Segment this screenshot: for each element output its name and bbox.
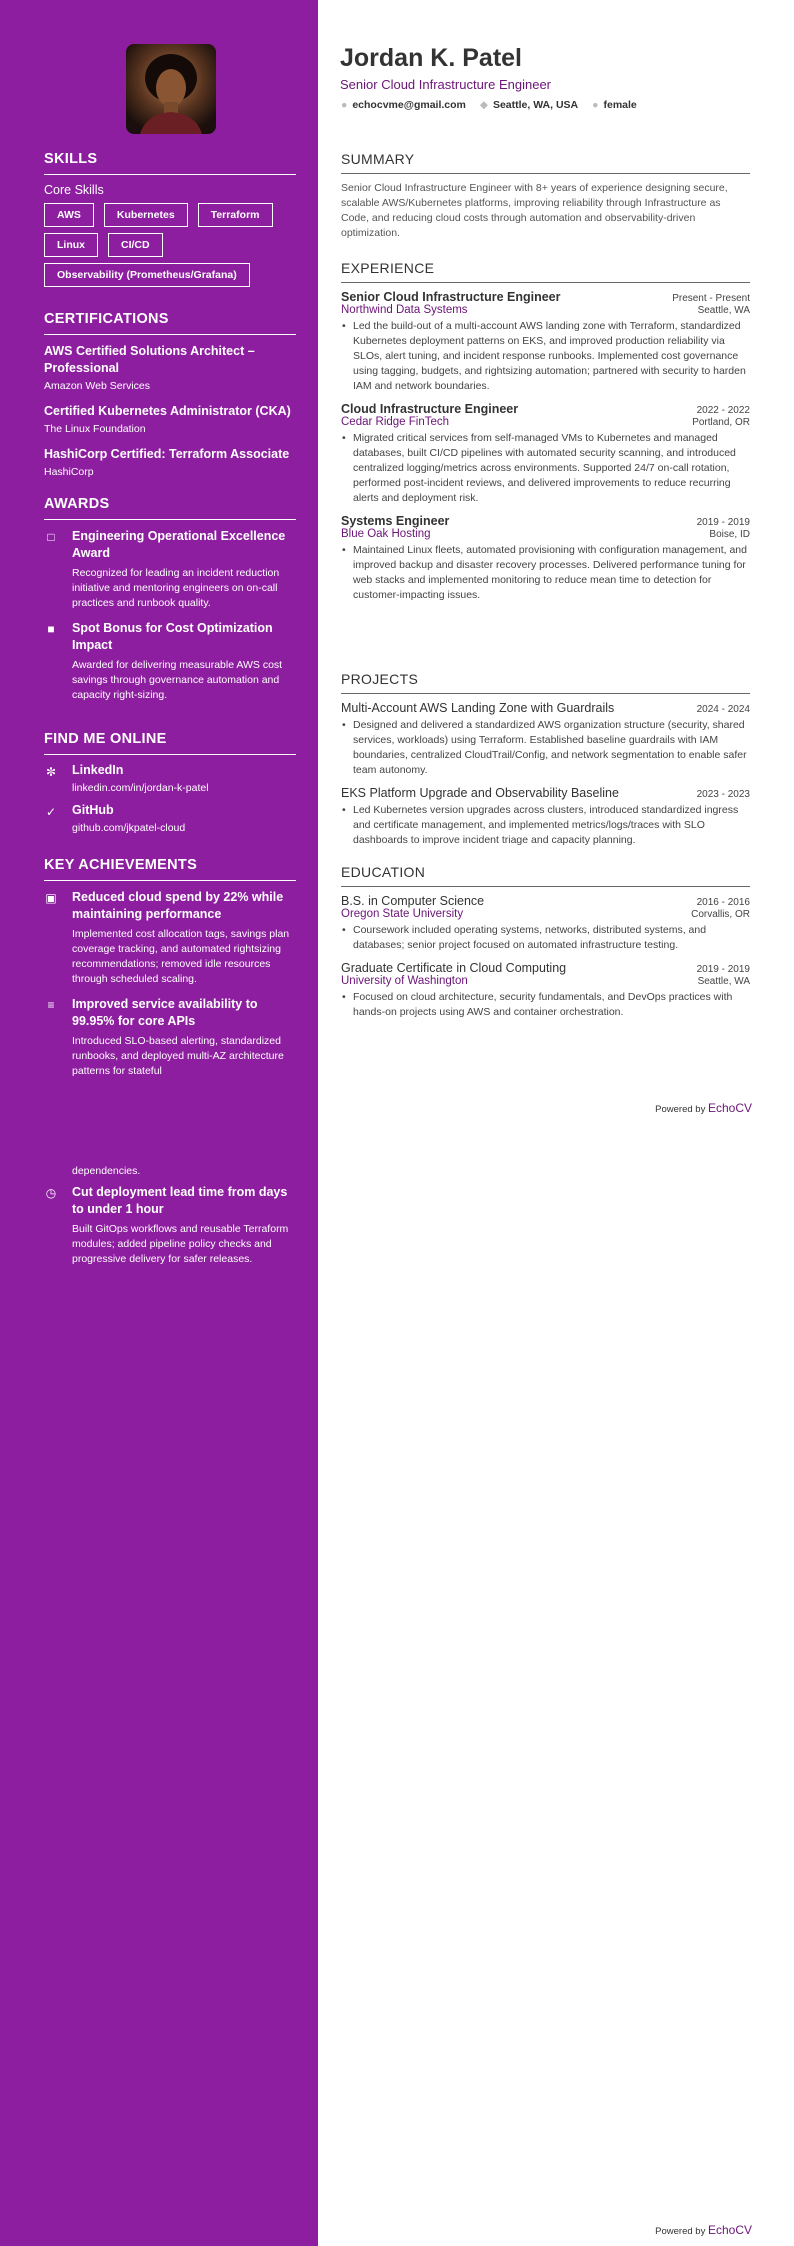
sidebar [0, 0, 318, 2246]
job-bullet: • Migrated critical services from self-managed VMs to Kubernetes and managed databases, built CI/CD pipelines with automated security scanning, and introduced centralized logging/metrics across environments. Supported 24/7 on-call rotation, performed post-incident reviews, and delivered improvements to reduce recurring alerts and deployment risk. [341, 431, 750, 506]
project-bullet: • Designed and delivered a standardized AWS organization structure (security, shared services, workloads) using Terraform. Established baseline guardrails with IAM boundaries, centralized CloudTrail/Config, and network segmentation to enable safer team autonomy. [341, 718, 750, 778]
project-title: Multi-Account AWS Landing Zone with Guardrails [341, 701, 615, 715]
job-location: Boise, ID [709, 529, 750, 540]
job-location: Seattle, WA [697, 305, 750, 316]
achievement-description: Built GitOps workflows and reusable Terraform modules; added pipeline policy checks and progressive delivery for safer releases. [72, 1223, 289, 1265]
certification-item [44, 343, 296, 392]
online-section [44, 731, 296, 843]
education-bullet: • Coursework included operating systems, networks, distributed systems, and databases; senior project focused on automated infrastructure testing. [341, 923, 750, 953]
link-item-linkedin[interactable] [44, 763, 296, 794]
certification-name: HashiCorp Certified: Terraform Associate [44, 447, 290, 461]
contact-row [341, 99, 637, 111]
summary-heading: SUMMARY [341, 151, 750, 174]
award-description: Awarded for delivering measurable AWS cost savings through governance automation and capacity right-sizing. [72, 659, 283, 701]
github-url[interactable]: github.com/jkpatel-cloud [72, 822, 186, 834]
projects-section [341, 671, 750, 856]
job-entry [341, 514, 750, 603]
list-icon: ≡ [47, 998, 55, 1012]
job-date: 2022 - 2022 [696, 405, 750, 416]
skill-chip: CI/CD [108, 233, 163, 257]
project-date: 2023 - 2023 [696, 789, 750, 800]
experience-section [341, 260, 750, 611]
experience-heading: EXPERIENCE [341, 260, 750, 283]
job-date: Present - Present [672, 293, 750, 304]
certification-item [44, 403, 296, 435]
job-location: Portland, OR [692, 417, 750, 428]
profile-photo [126, 44, 216, 134]
gender-text: female [603, 99, 637, 111]
certification-issuer: The Linux Foundation [44, 423, 146, 435]
award-title: Spot Bonus for Cost Optimization Impact [72, 621, 273, 652]
skill-chip: Kubernetes [104, 203, 188, 227]
degree-title: Graduate Certificate in Cloud Computing [341, 961, 567, 975]
location-text: Seattle, WA, USA [492, 99, 579, 111]
certifications-section [44, 311, 296, 489]
savings-icon: ▣ [45, 891, 57, 905]
job-title: Systems Engineer [341, 514, 450, 528]
job-date: 2019 - 2019 [696, 517, 750, 528]
achievement-description: Implemented cost allocation tags, savings plan coverage tracking, and automated rightsizing recommendations; removed idle resources through scheduled scaling. [72, 928, 290, 985]
github-icon: ✓ [45, 805, 57, 819]
award-item [44, 620, 296, 703]
candidate-headline: Senior Cloud Infrastructure Engineer [340, 77, 552, 92]
contact-gender [592, 99, 637, 111]
clock-icon: ◷ [45, 1186, 57, 1200]
awards-heading: AWARDS [44, 496, 296, 520]
achievements-heading: KEY ACHIEVEMENTS [44, 857, 296, 881]
achievement-item [44, 996, 296, 1079]
skill-chips [44, 203, 296, 287]
avatar [126, 44, 216, 134]
education-entry [341, 894, 750, 953]
certification-issuer: HashiCorp [44, 466, 94, 478]
award-description: Recognized for leading an incident reduction initiative and mentoring engineers on on-call practices and runbook quality. [72, 567, 280, 609]
education-entry [341, 961, 750, 1020]
core-skills-subheading: Core Skills [44, 183, 104, 197]
contact-email[interactable] [341, 99, 466, 111]
online-heading: FIND ME ONLINE [44, 731, 296, 755]
achievement-description-continued: dependencies. [72, 1165, 141, 1177]
skill-chip: Observability (Prometheus/Grafana) [44, 263, 250, 287]
achievements-continued [44, 1164, 296, 1276]
trophy-icon: □ [47, 530, 55, 544]
email-text: echocvme@gmail.com [352, 99, 466, 111]
project-title: EKS Platform Upgrade and Observability Baseline [341, 786, 619, 800]
school-location: Seattle, WA [697, 976, 750, 987]
powered-by-footer [655, 1101, 752, 1115]
skill-chip: Terraform [198, 203, 273, 227]
achievements-section [44, 857, 296, 1088]
certifications-heading: CERTIFICATIONS [44, 311, 296, 335]
link-title: LinkedIn [72, 763, 124, 777]
job-title: Senior Cloud Infrastructure Engineer [341, 290, 561, 304]
education-bullet: • Focused on cloud architecture, security fundamentals, and DevOps practices with hands-on projects using AWS and container orchestration. [341, 990, 750, 1020]
skills-heading: SKILLS [44, 151, 296, 175]
summary-section [341, 151, 750, 241]
job-bullet: • Maintained Linux fleets, automated provisioning with configuration management, and improved backup and disaster recovery processes. Delivered performance tuning for web stacks and implemented monitoring to reduce mean time to detection for customer-impacting issues. [341, 543, 750, 603]
skill-chip: AWS [44, 203, 94, 227]
job-title: Cloud Infrastructure Engineer [341, 402, 519, 416]
job-entry [341, 290, 750, 394]
link-title: GitHub [72, 803, 114, 817]
school-location: Corvallis, OR [691, 909, 750, 920]
achievement-item [44, 889, 296, 987]
certification-item [44, 446, 296, 478]
powered-by-text: Powered by [655, 1104, 706, 1115]
project-entry [341, 786, 750, 848]
degree-title: B.S. in Computer Science [341, 894, 485, 908]
school-name: Oregon State University [341, 908, 464, 920]
project-entry [341, 701, 750, 778]
linkedin-url[interactable]: linkedin.com/in/jordan-k-patel [72, 782, 209, 794]
company-name: Cedar Ridge FinTech [341, 416, 450, 428]
powered-by-text: Powered by [655, 2226, 706, 2237]
awards-section [44, 496, 296, 712]
job-bullet: • Led the build-out of a multi-account AWS landing zone with Terraform, standardized Kubernetes deployment patterns on EKS, and improved production reliability via SLOs, alert tuning, and incident response runbooks. Implemented cost governance using tagging, budgets, and rightsizing automation; partnered with security to harden IAM and network boundaries. [341, 319, 750, 394]
award-title: Engineering Operational Excellence Award [72, 529, 286, 560]
location-pin-icon: ◆ [479, 99, 488, 111]
achievement-title: Improved service availability to 99.95% for core APIs [72, 997, 258, 1028]
achievement-title: Reduced cloud spend by 22% while maintaining performance [72, 890, 284, 921]
comment-icon: ■ [47, 622, 55, 636]
projects-heading: PROJECTS [341, 671, 750, 694]
brand-logo-text[interactable]: EchoCV [707, 1101, 752, 1115]
company-name: Northwind Data Systems [341, 304, 468, 316]
linkedin-icon: ✼ [45, 765, 57, 779]
certification-issuer: Amazon Web Services [44, 380, 151, 392]
project-date: 2024 - 2024 [696, 704, 750, 715]
education-date: 2016 - 2016 [696, 897, 750, 908]
school-name: University of Washington [341, 975, 468, 987]
achievement-item-continued [44, 1164, 296, 1179]
brand-logo-text[interactable]: EchoCV [707, 2223, 752, 2237]
link-item-github[interactable] [44, 803, 296, 834]
education-heading: EDUCATION [341, 864, 750, 887]
skill-chip: Linux [44, 233, 98, 257]
candidate-name: Jordan K. Patel [340, 44, 522, 72]
achievement-title: Cut deployment lead time from days to under 1 hour [72, 1185, 288, 1216]
skills-section [44, 151, 296, 287]
company-name: Blue Oak Hosting [341, 528, 431, 540]
summary-text: Senior Cloud Infrastructure Engineer with 8+ years of experience designing secure, scalable AWS/Kubernetes platforms, improving reliability through Infrastructure as Code, and reducing cloud costs through automation and observability-driven optimization. [341, 182, 728, 239]
award-item [44, 528, 296, 611]
person-icon: ● [592, 99, 599, 111]
education-section [341, 864, 750, 1028]
achievement-description: Introduced SLO-based alerting, standardized runbooks, and deployed multi-AZ architecture patterns for stateful [72, 1035, 284, 1077]
email-icon: ● [341, 99, 348, 111]
achievement-item [44, 1184, 296, 1267]
project-bullet: • Led Kubernetes version upgrades across clusters, introduced standardized ingress and certificate management, and implemented metrics/logs/traces with SLO dashboards to improve incident triage and capacity planning. [341, 803, 750, 848]
education-date: 2019 - 2019 [696, 964, 750, 975]
certification-name: AWS Certified Solutions Architect – Professional [44, 344, 255, 375]
job-entry [341, 402, 750, 506]
powered-by-footer-page2 [655, 2223, 752, 2237]
contact-location [480, 99, 578, 111]
certification-name: Certified Kubernetes Administrator (CKA) [44, 404, 291, 418]
